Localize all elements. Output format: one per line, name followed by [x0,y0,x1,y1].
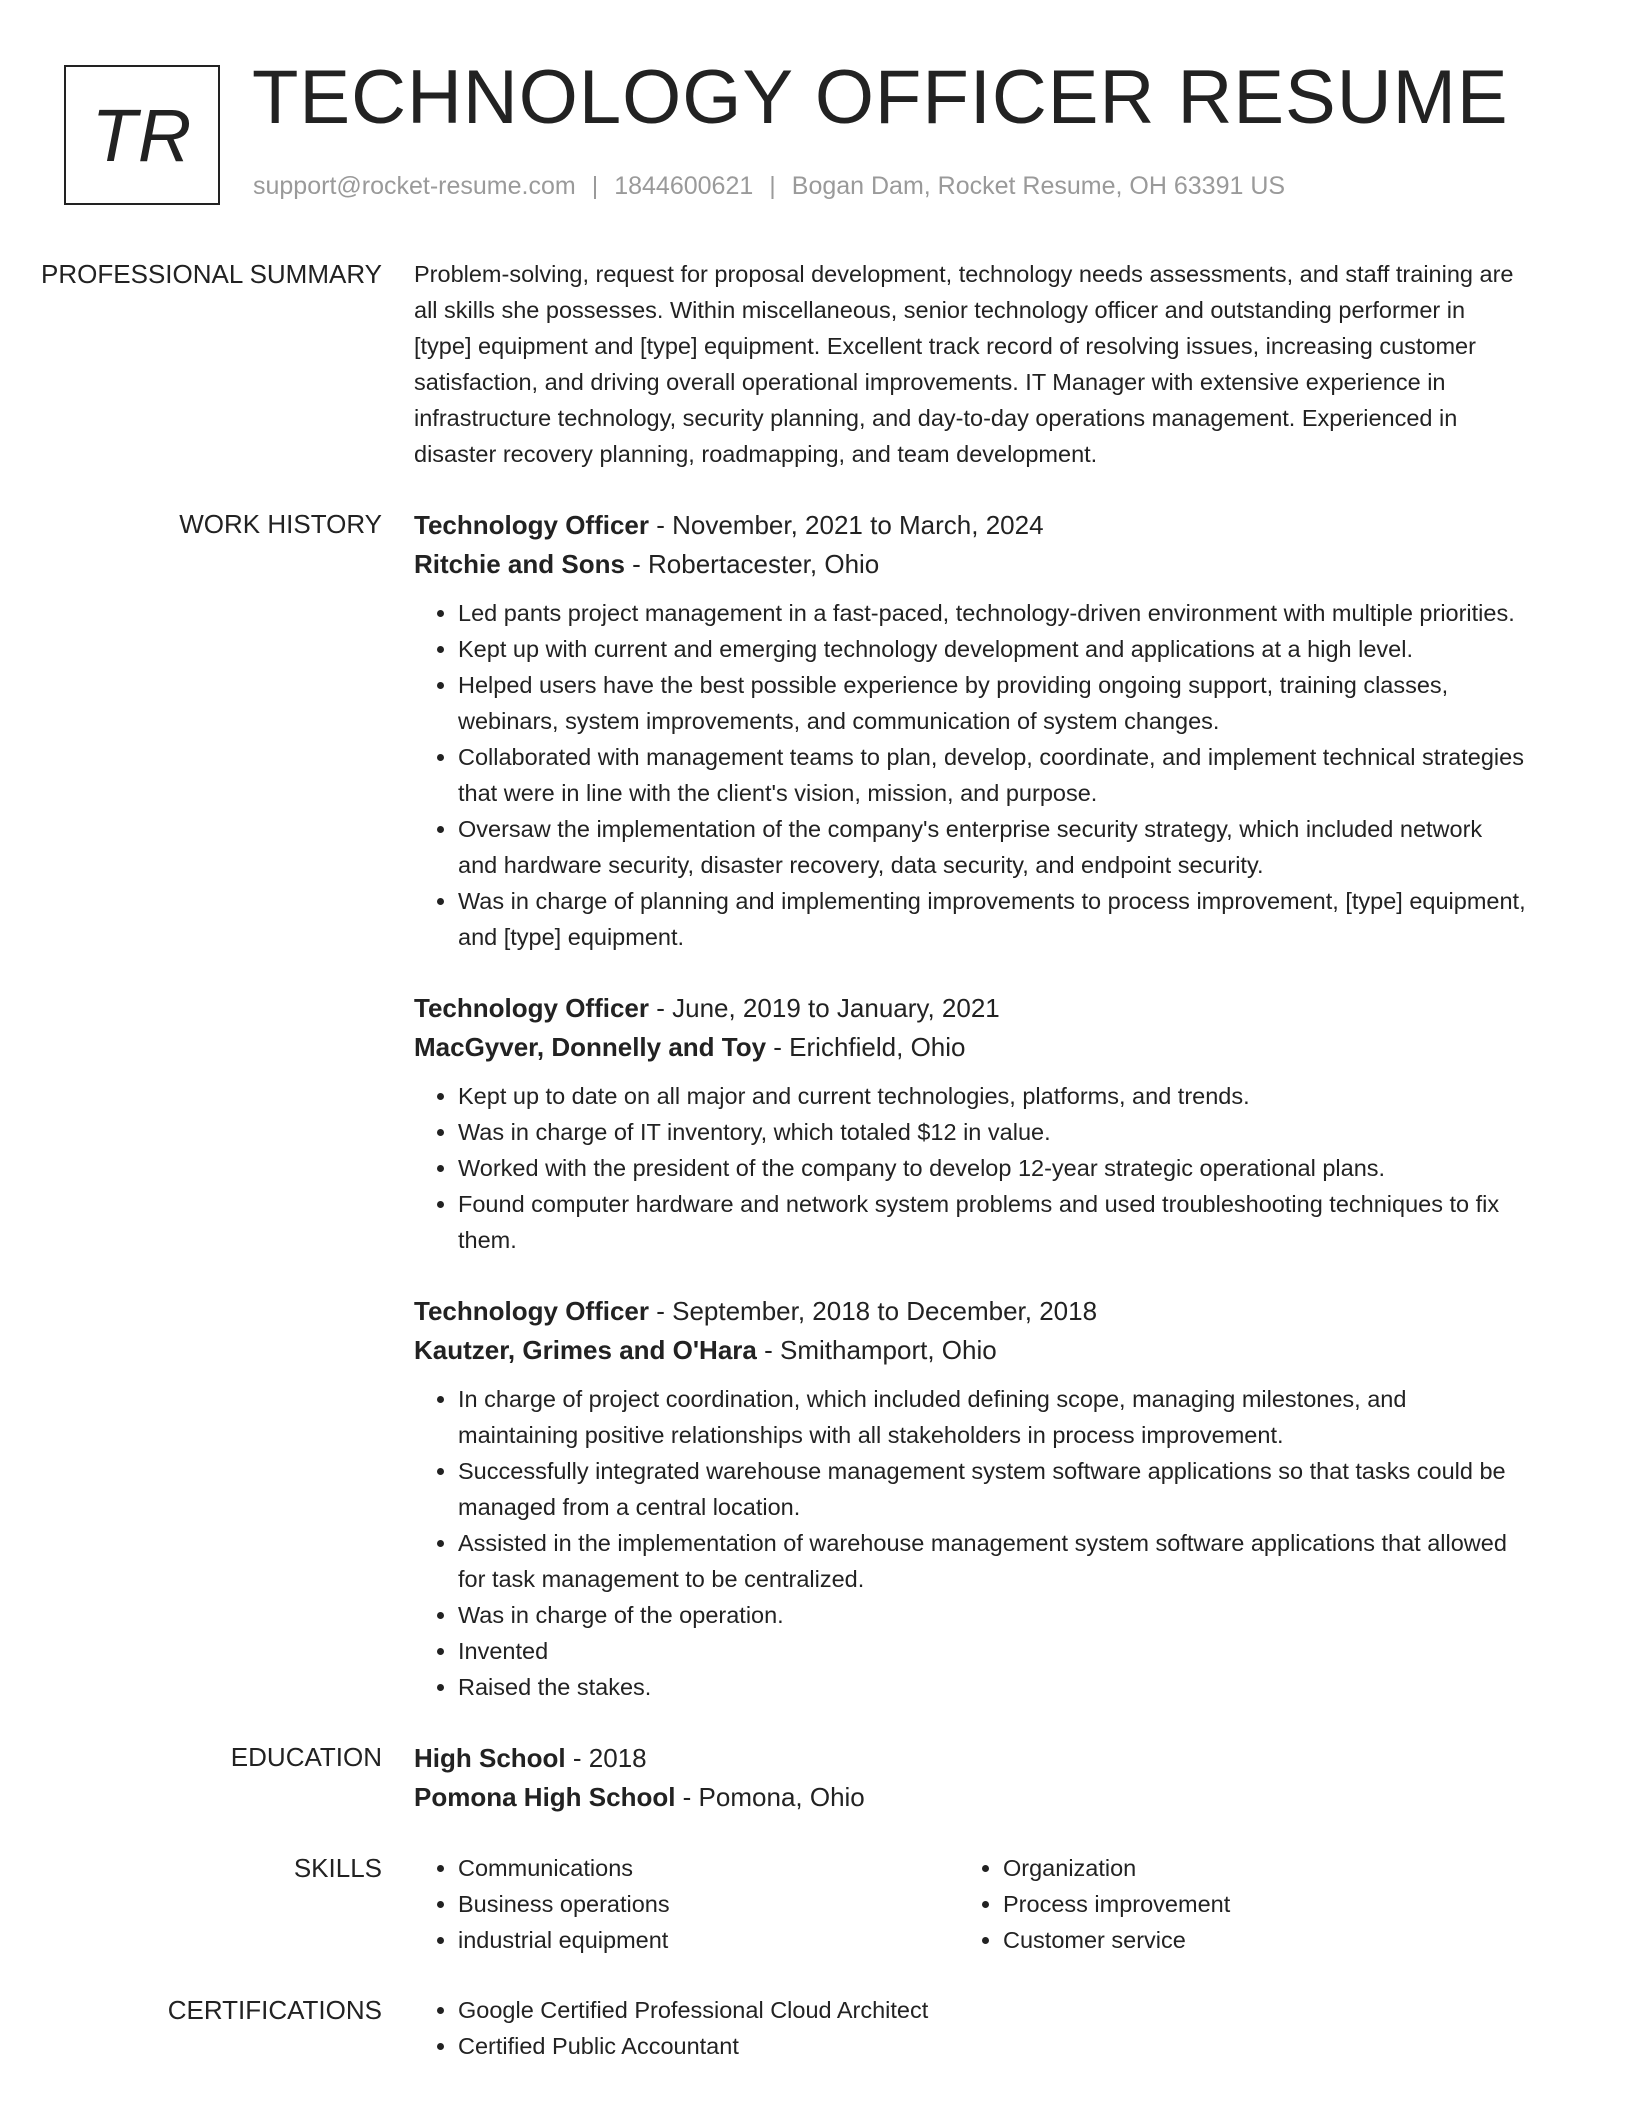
job-bullet: • Found computer hardware and network system problems and used troubleshooting techniques to fix them. [458,1186,1526,1258]
job-title: Technology Officer [414,1296,649,1326]
work-history-heading: WORK HISTORY [179,509,382,539]
skill-item: • Customer service [1003,1922,1504,1958]
skills-body [414,1850,1526,1958]
contact-separator: | [769,172,776,200]
job-entry [414,1292,1526,1705]
job-bullet: • Was in charge of the operation. [458,1597,1526,1633]
job-company-line [414,1028,1526,1067]
monogram-text: TR [91,93,193,177]
certification-item: • Google Certified Professional Cloud Architect [458,1992,1526,2028]
education-section [0,1739,1632,1816]
job-title-line [414,506,1526,545]
education-year: - 2018 [565,1743,647,1773]
job-company: Ritchie and Sons [414,548,625,579]
job-bullet: • Worked with the president of the company to develop 12-year strategic operational plans. [458,1150,1526,1186]
job-bullet: • Invented [458,1633,1526,1669]
job-entry [414,989,1526,1258]
education-degree: High School [414,1743,566,1773]
job-company: MacGyver, Donnelly and Toy [414,1031,767,1062]
skill-item: • Organization [1003,1850,1504,1886]
job-location: - Robertacester, Ohio [624,548,880,579]
certification-item: • Certified Public Accountant [458,2028,1526,2064]
job-company-line [414,545,1526,584]
certifications-list [414,1992,1526,2064]
job-bullets [414,1381,1526,1705]
job-title: Technology Officer [414,510,649,540]
job-title-line [414,1292,1526,1331]
skill-item: • Process improvement [1003,1886,1504,1922]
job-bullet: • Was in charge of IT inventory, which totaled $12 in value. [458,1114,1526,1150]
job-location: - Erichfield, Ohio [766,1031,966,1062]
education-school-line [414,1778,1526,1817]
education-degree-line [414,1739,1526,1778]
job-bullet: • Helped users have the best possible experience by providing ongoing support, training classes, webinars, system improvements, and communication of system changes. [458,667,1526,739]
contact-email[interactable]: support@rocket-resume.com [253,172,576,200]
skills-section [0,1850,1632,1958]
job-bullet: • Kept up with current and emerging technology development and applications at a high level. [458,631,1526,667]
job-bullets [414,595,1526,955]
certifications-heading: CERTIFICATIONS [167,1995,382,2025]
certifications-body [414,1992,1526,2064]
work-history-section [0,506,1632,1705]
summary-body [414,256,1526,472]
skill-item: • Communications [458,1850,959,1886]
summary-heading: PROFESSIONAL SUMMARY [41,259,382,289]
skills-column [414,1850,959,1958]
skills-heading: SKILLS [293,1853,382,1883]
skills-column [959,1850,1504,1958]
job-dates: - June, 2019 to January, 2021 [649,993,1000,1023]
contact-address: Bogan Dam, Rocket Resume, OH 63391 US [791,172,1286,200]
summary-text: Problem-solving, request for proposal development, technology needs assessments, and staff training are all skills she possesses. Within miscellaneous, senior technology officer and outstanding performer in [type] equipment and [type] equipment. Excellent track record of resolving issues, increasing customer satisfaction, and driving overall operational improvements. IT Manager with extensive experience in infrastructure technology, security planning, and day-to-day operations management. Experienced in disaster recovery planning, roadmapping, and team development. [414,261,1514,467]
job-bullet: • Raised the stakes. [458,1669,1526,1705]
summary-section [0,256,1632,472]
certifications-section [0,1992,1632,2064]
job-bullet: • Led pants project management in a fast-paced, technology-driven environment with multiple priorities. [458,595,1526,631]
skill-item: • industrial equipment [458,1922,959,1958]
education-heading: EDUCATION [230,1742,382,1772]
contact-separator: | [591,172,599,200]
contact-phone[interactable]: 1844600621 [614,172,754,200]
skill-item: • Business operations [458,1886,959,1922]
job-bullet: • Kept up to date on all major and current technologies, platforms, and trends. [458,1078,1526,1114]
resume-body [0,256,1632,2098]
job-bullet: • In charge of project coordination, which included defining scope, managing milestones, and maintaining positive relationships with all stakeholders in process improvement. [458,1381,1526,1453]
job-bullet: • Was in charge of planning and implementing improvements to process improvement, [type] equipment, and [type] equipment. [458,883,1526,955]
resume-title: TECHNOLOGY OFFICER RESUME [252,55,1509,140]
job-bullet: • Collaborated with management teams to plan, develop, coordinate, and implement technical strategies that were in line with the client's vision, mission, and purpose. [458,739,1526,811]
job-location: - Smithamport, Ohio [756,1334,997,1365]
job-title: Technology Officer [414,993,649,1023]
job-dates: - November, 2021 to March, 2024 [649,510,1044,540]
job-dates: - September, 2018 to December, 2018 [649,1296,1098,1326]
job-company-line [414,1331,1526,1370]
job-entry [414,506,1526,955]
education-body [414,1739,1526,1816]
education-location: - Pomona, Ohio [675,1781,865,1812]
skills-list [414,1850,959,1958]
monogram-logo [64,65,220,205]
job-company: Kautzer, Grimes and O'Hara [414,1334,757,1365]
job-bullets [414,1078,1526,1258]
education-school: Pomona High School [414,1781,676,1812]
work-history-body [414,506,1526,1705]
skills-list [959,1850,1504,1958]
contact-line [253,172,1285,201]
job-title-line [414,989,1526,1028]
job-bullet: • Successfully integrated warehouse management system software applications so that tasks could be managed from a central location. [458,1453,1526,1525]
job-bullet: • Oversaw the implementation of the company's enterprise security strategy, which included network and hardware security, disaster recovery, data security, and endpoint security. [458,811,1526,883]
job-bullet: • Assisted in the implementation of warehouse management system software applications that allowed for task management to be centralized. [458,1525,1526,1597]
